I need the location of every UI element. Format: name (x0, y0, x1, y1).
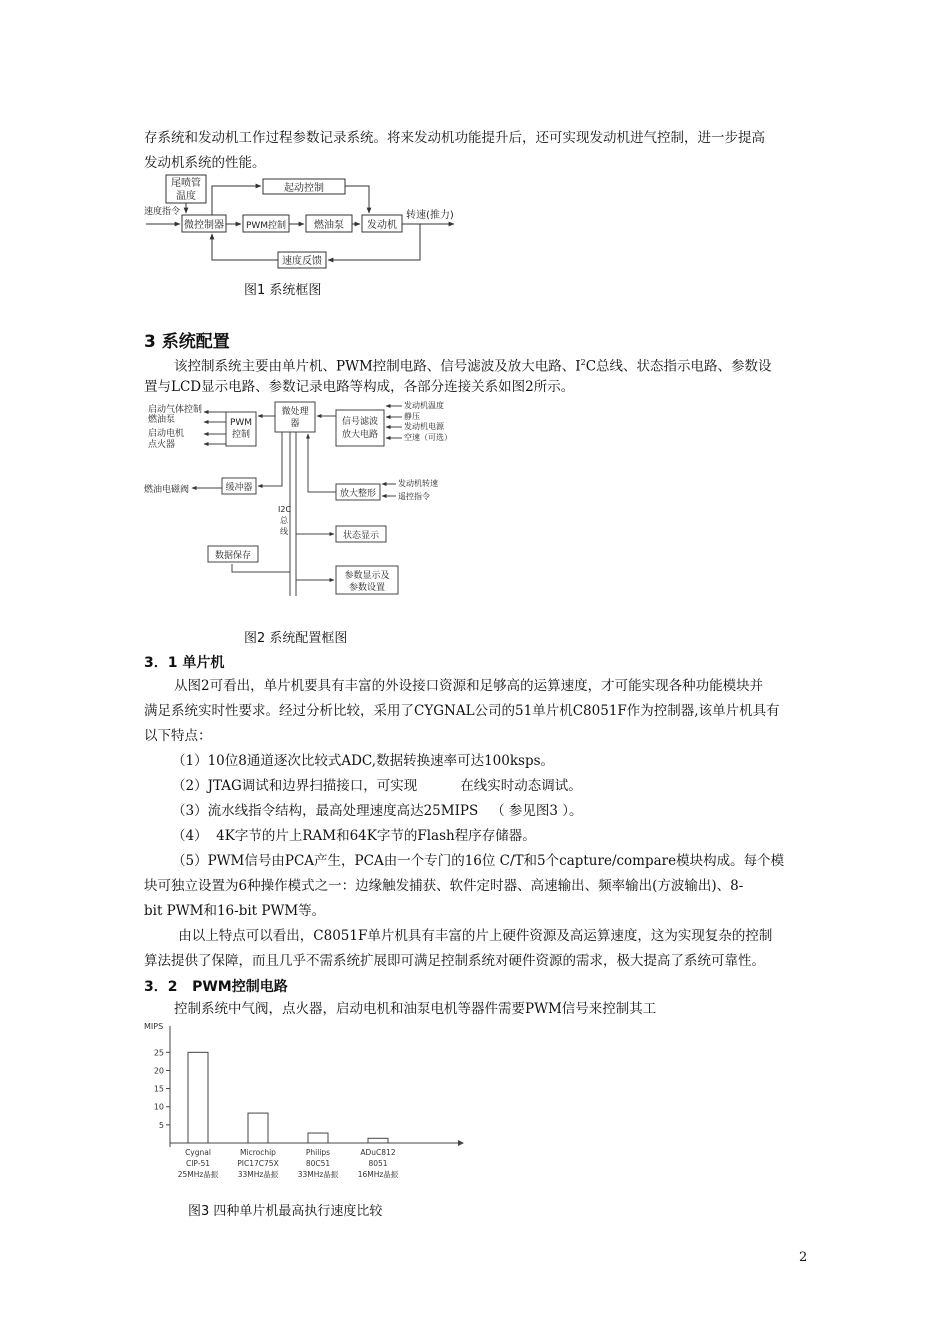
i2c-label-1: I2C (278, 505, 292, 514)
category-label-3-0: ADuC812 (360, 1148, 396, 1157)
speed-out-label: 转速(推力) (406, 210, 454, 221)
cpu-box-label-1: 微处理 (281, 407, 309, 417)
status-box-label: 状态显示 (342, 531, 380, 541)
y-tick-label-10: 10 (153, 1102, 164, 1112)
category-label-1-1: PIC17C75X (237, 1159, 279, 1168)
pwm-box-label-2: 控制 (231, 430, 251, 440)
category-label-2-2: 33MHz晶振 (297, 1170, 339, 1179)
y-axis-label: MIPS (144, 1022, 164, 1031)
s31-item-5-cont-2: bit PWM和16-bit PWM等。 (144, 903, 326, 919)
cpu-box-label-2: 器 (290, 419, 300, 429)
s32-para: 控制系统中气阀，点火器，启动电机和油泵电机等器件需要PWM信号来控制其工 (174, 1001, 657, 1017)
out-label-2: 燃油泵 (148, 415, 176, 425)
section-3-heading: 3 系统配置 (144, 332, 230, 352)
param-box-label-2: 参数设置 (348, 583, 386, 593)
s31-item-5: （5）PWM信号由PCA产生，PCA由一个专门的16位 C/T和5个capture/compare模块构成。每个模 (172, 853, 785, 869)
s31-summary-line-2: 算法提供了保障，而且几乎不需系统扩展即可满足控制系统对硬件资源的需求，极大提高了系统可靠性。 (144, 953, 765, 969)
category-label-0-0: Cygnal (185, 1148, 211, 1157)
section-3-para-line-1: 该控制系统主要由单片机、PWM控制电路、信号滤波及放大电路、$I^2C$总线、状态指示电路、参数设 (174, 358, 772, 375)
i2c-label-3: 线 (280, 527, 288, 536)
y-tick-label-25: 25 (153, 1048, 164, 1058)
bar-0 (188, 1052, 208, 1143)
tail-temp-label-2: 温度 (176, 191, 196, 202)
intro-line-1: 存系统和发动机工作过程参数记录系统。将来发动机功能提升后，还可实现发动机进气控制，进一步提高 (144, 130, 765, 146)
s31-item-3: （3）流水线指令结构，最高处理速度高达25MIPS （ 参见图3 ）。 (172, 803, 583, 819)
s31-para-line-3: 以下特点： (144, 728, 212, 744)
out-label-4: 点火器 (148, 440, 176, 450)
amp-input-1: 发动机转速 (398, 479, 438, 488)
engine-label: 发动机 (367, 220, 397, 231)
filter-box (336, 410, 384, 446)
data-box-label: 数据保存 (214, 551, 252, 561)
figure-3-caption: 图3 四种单片机最高执行速度比较 (188, 1204, 383, 1219)
s31-para-line-2: 满足系统实时性要求。经过分析比较，采用了CYGNAL公司的51单片机C8051F作为控制器,该单片机具有 (144, 703, 780, 719)
filter-input-1: 发动机温度 (404, 401, 444, 410)
category-label-0-2: 25MHz晶振 (177, 1170, 219, 1179)
category-label-1-2: 33MHz晶振 (237, 1170, 279, 1179)
filter-input-2: 静压 (404, 412, 420, 421)
speed-cmd-label: 速度指令 (144, 207, 181, 217)
intro-line-2: 发动机系统的性能。 (144, 155, 266, 171)
filter-input-3: 发动机电源 (404, 422, 444, 431)
amp-input-2: 遥控指令 (398, 492, 430, 501)
category-label-3-1: 8051 (368, 1159, 388, 1168)
category-label-0-1: CIP-51 (185, 1159, 211, 1168)
category-label-2-0: Philips (305, 1148, 331, 1157)
s31-item-4: （4） 4K字节的片上RAM和64K字节的Flash程序存储器。 (172, 828, 536, 844)
figure-1-diagram (140, 172, 470, 272)
category-label-2-1: 80C51 (305, 1159, 331, 1168)
s31-para-line-1: 从图2可看出，单片机要具有丰富的外设接口资源和足够高的运算速度，才可能实现各种功能模块并 (174, 678, 764, 694)
superscript: 2 (580, 358, 586, 367)
section-3-1-heading: 3．1 单片机 (144, 655, 225, 671)
fuel-valve-label: 燃油电磁阀 (144, 485, 190, 495)
out-label-3: 启动电机 (148, 429, 185, 439)
filter-input-4: 空速（可选） (404, 433, 452, 442)
out-label-1: 启动气体控制 (148, 405, 203, 415)
section-3-2-heading: 3．2 PWM控制电路 (144, 979, 288, 995)
s31-item-1: （1）10位8通道逐次比较式ADC,数据转换速率可达100ksps。 (172, 753, 555, 769)
buffer-box-label: 缓冲器 (225, 483, 253, 493)
category-label-1-0: Microchip (240, 1148, 276, 1157)
pump-label: 燃油泵 (314, 220, 344, 231)
param-box-label-1: 参数显示及 (344, 571, 390, 581)
y-tick-label-15: 15 (153, 1084, 164, 1094)
y-tick-label-20: 20 (153, 1066, 164, 1076)
y-tick-label-5: 5 (158, 1120, 164, 1130)
tail-temp-label-1: 尾喷管 (171, 178, 201, 189)
figure-3-bar-chart (140, 1018, 470, 1188)
category-label-3-2: 16MHz晶振 (357, 1170, 399, 1179)
start-control-label: 起动控制 (284, 183, 324, 194)
s31-item-5-cont-1: 块可独立设置为6种操作模式之一：边缘触发捕获、软件定时器、高速输出、频率输出(方波输出)、8- (144, 878, 744, 894)
s31-item-2: （2）JTAG调试和边界扫描接口，可实现 在线实时动态调试。 (172, 778, 582, 794)
speed-fb-label: 速度反馈 (282, 256, 322, 267)
filter-box-label-1: 信号滤波 (341, 417, 379, 427)
mcu-label: 微控制器 (184, 220, 224, 231)
figure-2-diagram (140, 396, 470, 606)
x-axis-arrow (458, 1140, 464, 1146)
bar-1 (248, 1113, 268, 1143)
s31-summary-line-1: 由以上特点可以看出，C8051F单片机具有丰富的片上硬件资源及高运算速度，这为实现复杂的控制 (174, 928, 773, 944)
i2c-label-2: 总 (280, 516, 288, 525)
filter-box-label-2: 放大电路 (341, 430, 379, 440)
pwm-label: PWM控制 (245, 221, 287, 231)
section-3-para-line-2: 置与LCD显示电路、参数记录电路等构成，各部分连接关系如图2所示。 (144, 379, 575, 395)
amp-box-label: 放大整形 (339, 489, 377, 499)
figure-1-caption: 图1 系统框图 (244, 283, 322, 298)
pwm-box-label-1: PWM (229, 418, 253, 428)
bar-3 (368, 1138, 388, 1143)
figure-2-caption: 图2 系统配置框图 (244, 631, 348, 646)
page-number: 2 (799, 1250, 808, 1265)
bar-2 (308, 1133, 328, 1143)
